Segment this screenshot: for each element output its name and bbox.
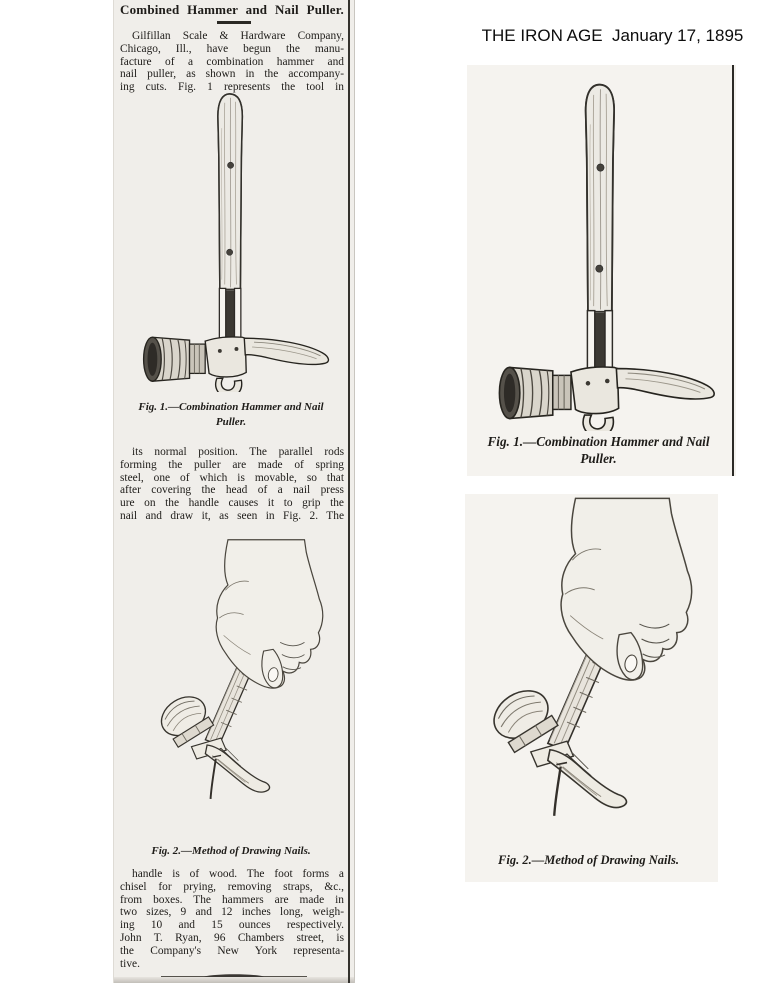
text-line: the Company's New York representa- <box>120 944 344 957</box>
text-line: two sizes, 9 and 12 inches long, weigh- <box>120 906 344 919</box>
text-line: chisel for prying, removing straps, &c., <box>120 880 344 893</box>
text-line: John T. Ryan, 96 Chambers street, is <box>120 931 344 944</box>
fig1-illustration-small <box>127 89 342 392</box>
fig2-illustration-small <box>141 538 341 825</box>
text-line: after covering the head of a nail press <box>120 484 344 497</box>
text-line: facture of a combination hammer and <box>120 55 344 68</box>
fig2-illustration-large <box>469 496 714 848</box>
paragraph-3 <box>120 868 344 970</box>
column-rule-left <box>348 0 350 983</box>
text-line: Gilfillan Scale & Hardware Company, <box>132 30 344 42</box>
column-rule-right <box>732 65 734 476</box>
fig1-enlarged-box <box>467 65 736 476</box>
text-line: tive. <box>120 957 140 970</box>
paragraph-1 <box>120 30 344 94</box>
text-line: ing 10 and 15 ounces respectively. <box>120 919 344 932</box>
text-line: its normal position. The parallel rods <box>132 446 344 458</box>
article-headline: Combined Hammer and Nail Puller. <box>120 2 344 17</box>
text-line: ure on the handle causes it to grip the <box>120 497 344 510</box>
text-line: nail puller, as shown in the accompany- <box>120 68 344 81</box>
fig1-caption-line2: Puller. <box>580 451 617 466</box>
fig2-caption-small: Fig. 2.—Method of Drawing Nails. <box>151 845 311 857</box>
fig2-enlarged-box <box>465 494 718 882</box>
text-line: from boxes. The hammers are made in <box>120 893 344 906</box>
text-line: steel, one of which is movable, so that <box>120 471 344 484</box>
fig2-caption-large: Fig. 2.—Method of Drawing Nails. <box>498 853 679 867</box>
masthead: THE IRON AGE January 17, 1895 <box>481 26 744 45</box>
newspaper-clipping <box>113 0 355 983</box>
text-line: ing cuts. Fig. 1 represents the tool in <box>120 81 344 94</box>
fig1-caption-line1: Fig. 1.—Combination Hammer and Nail <box>138 401 324 413</box>
fig1-caption-line2: Puller. <box>215 415 247 428</box>
fig1-caption-line1: Fig. 1.—Combination Hammer and Nail <box>487 434 710 449</box>
text-line: nail and draw it, as seen in Fig. 2. The <box>120 509 344 522</box>
text-line: handle is of wood. The foot forms a <box>132 868 344 880</box>
headline-rule <box>217 21 251 24</box>
text-line: forming the puller are made of spring <box>120 458 344 471</box>
fig1-caption-small <box>114 400 348 429</box>
paragraph-2 <box>120 446 344 523</box>
fig1-illustration-large <box>480 79 730 431</box>
text-line: Chicago, Ill., have begun the manu- <box>120 42 344 55</box>
fig1-caption-large <box>467 433 730 467</box>
clipping-bottom-edge <box>114 977 354 983</box>
